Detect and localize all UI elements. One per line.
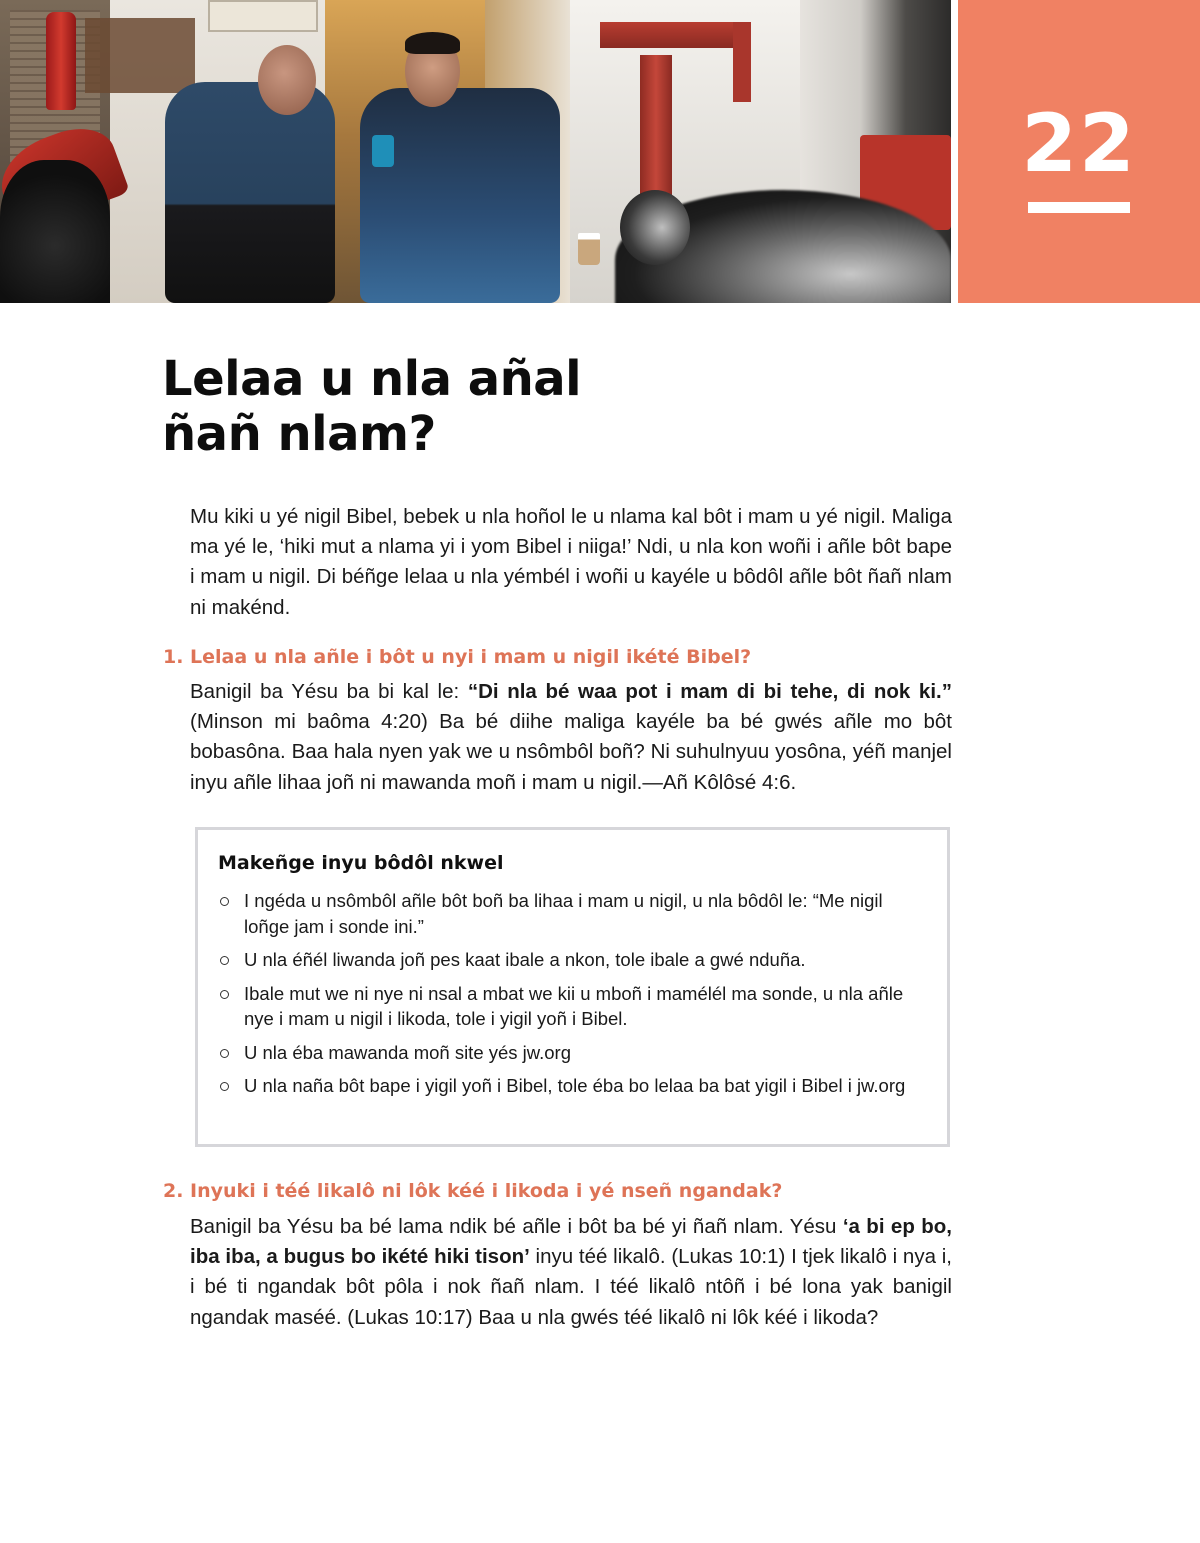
photo-older-man	[165, 82, 335, 303]
lesson-number-underline	[1028, 202, 1130, 213]
tip-item	[218, 981, 908, 1032]
page-title	[162, 352, 762, 462]
tip-text: U nla éba mawanda moñ site yés jw.org	[244, 1041, 572, 1063]
section-2-heading: 2. Inyuki i téé likalô ni lôk kéé i likoda i yé nseñ ngandak?	[163, 1180, 783, 1202]
lesson-number: 22	[1021, 97, 1137, 190]
section-2-text-after: inyu téé likalô. (Lukas 10:1) I tjek likalô i nya i, i bé ti ngandak bôt pôla i nok ñañ nlam. I téé likalô ntôñ i bé lona yak banigil ngandak maséé. (Lukas 10:17) Baa u nla gwés téé likalô ni lôk kéé i likoda?	[190, 1245, 952, 1329]
photo-younger-man	[360, 88, 560, 303]
tip-text: U nla naña bôt bape i yigil yoñ i Bibel, tole éba bo lelaa ba bat yigil i Bibel i jw.org	[244, 1075, 906, 1096]
photo-headlight	[620, 190, 690, 265]
section-1-text-after: (Minson mi baôma 4:20) Ba bé diihe maliga kayéle ba bé gwés añle mo bôt bobasôna. Baa hala nyen yak we u nsômbôl boñ? Ni suhulnyuu yosôna, yéñ manjel inyu añle lihaa joñ ni mawanda moñ i mam u nigil.—Añ Kôlôsé 4:6.	[190, 710, 952, 794]
tip-item	[218, 947, 908, 973]
tip-item	[218, 888, 908, 939]
page-title-line-2: ñañ nlam?	[162, 406, 436, 462]
photo-fire-extinguisher	[46, 12, 76, 110]
page-title-line-1: Lelaa u nla añal	[162, 351, 582, 407]
section-1-text-before: Banigil ba Yésu ba bi kal le:	[190, 680, 468, 703]
intro-paragraph: Mu kiki u yé nigil Bibel, bebek u nla hoñol le u nlama kal bôt i mam u yé nigil. Maliga ma yé le, ‘hiki mut a nlama yi i yom Bibel i niiga!’ Ndi, u nla kon woñi i añle bôt bape i mam u nigil. Di béñge lelaa u nla yémbél i woñi u kayéle u bôdôl añle bôt ñañ nlam ni makénd.	[190, 505, 952, 619]
section-2-paragraph	[190, 1212, 952, 1333]
photo-foreground-blur	[0, 160, 110, 303]
tip-text: Ibale mut we ni nye ni nsal a mbat we kii u mboñ i mamélél ma sonde, u nla añle nye i mam u nigil i likoda, tole i yigil yoñ i Bibel.	[244, 982, 904, 1029]
photo-tire-machine-arm-vertical	[733, 22, 751, 102]
section-1-quote: “Di nla bé waa pot i mam di bi tehe, di nok ki.”	[467, 680, 952, 703]
tip-text: I ngéda u nsômbôl añle bôt boñ ba lihaa i mam u nigil, u nla bôdôl le: “Me nigil loñge jam i sonde ini.”	[244, 890, 883, 937]
conversation-tips-box	[195, 827, 950, 1147]
tips-list	[218, 888, 908, 1107]
photo-younger-man-hair	[405, 32, 460, 54]
photo-smartphone	[372, 135, 394, 167]
section-2-text-before: Banigil ba Yésu ba bé lama ndik bé añle i bôt ba bé yi ñañ nlam. Yésu	[190, 1215, 843, 1238]
section-1-heading: 1. Lelaa u nla añle i bôt u nyi i mam u nigil ikété Bibel?	[163, 646, 752, 668]
lesson-number-panel	[958, 0, 1200, 303]
photo-toolboard	[85, 18, 195, 93]
photo-coffee-cup	[578, 233, 600, 265]
photo-wall-sign	[208, 0, 318, 32]
section-2-quote: ‘a bi ep bo, iba iba, a bugus bo ikété hiki tison’	[190, 1215, 952, 1269]
tips-title: Makeñge inyu bôdôl nkwel	[218, 852, 504, 874]
tip-text: U nla éñél liwanda joñ pes kaat ibale a nkon, tole ibale a gwé nduña.	[244, 949, 806, 970]
circle-bullet-icon	[220, 1049, 229, 1058]
header-photo	[0, 0, 951, 303]
tip-item	[218, 1040, 908, 1066]
tip-item	[218, 1073, 908, 1099]
section-1-paragraph	[190, 677, 952, 798]
photo-tire-machine-arm	[600, 22, 750, 48]
circle-bullet-icon	[220, 956, 229, 965]
circle-bullet-icon	[220, 990, 229, 999]
circle-bullet-icon	[220, 897, 229, 906]
circle-bullet-icon	[220, 1082, 229, 1091]
photo-older-man-head	[258, 45, 316, 115]
